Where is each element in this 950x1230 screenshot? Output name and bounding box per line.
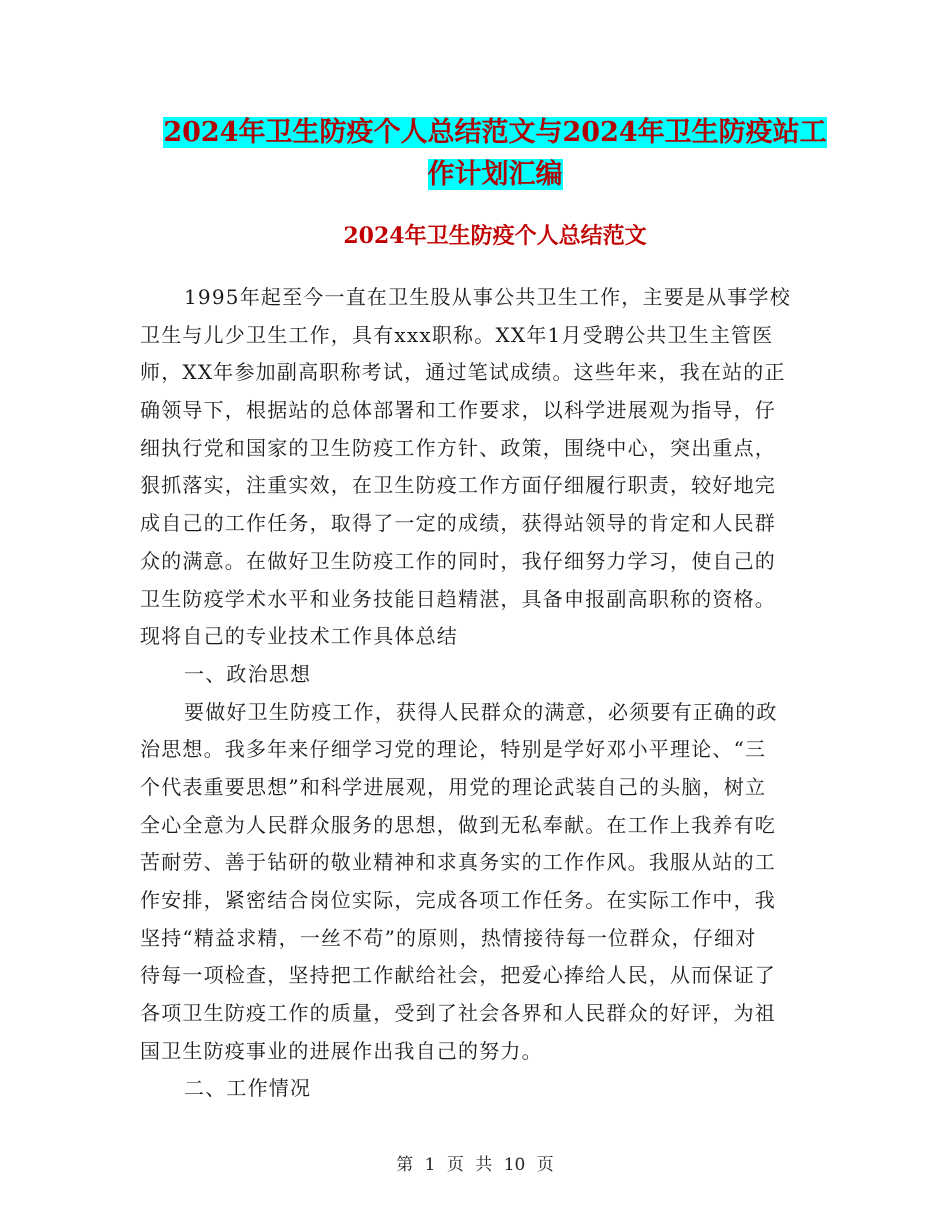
paragraph-line: 1995年起至今一直在卫生股从事公共卫生工作，主要是从事学校 [184,285,791,309]
paragraph-line: 确领导下，根据站的总体部署和工作要求，以科学进展观为指导，仔 [140,398,776,423]
page-number-footer: 第 1 页 共 10 页 [396,1155,554,1175]
section-title: 2024年卫生防疫个人总结范文 [343,223,647,249]
heading-politics: 一、政治思想 [184,661,312,686]
document-body [140,279,816,1108]
document-title-line-1 [140,110,850,156]
paragraph-line: 国卫生防疫事业的进展作出我自己的努力。 [140,1038,543,1063]
paragraph-line: 现将自己的专业技术工作具体总结 [140,624,458,649]
paragraph-line: 众的满意。在做好卫生防疫工作的同时，我仔细努力学习，使自己的 [140,548,776,573]
paragraph-line: 个代表重要思想”和科学进展观，用党的理论武装自己的头脑，树立 [140,774,767,799]
paragraph-line: 苦耐劳、善于钻研的敬业精神和求真务实的工作作风。我服从站的工 [140,850,776,875]
paragraph-line: 治思想。我多年来仔细学习党的理论，特别是学好邓小平理论、“三 [140,737,767,762]
paragraph-line: 要做好卫生防疫工作，获得人民群众的满意，必须要有正确的政 [184,699,778,724]
paragraph-line: 狠抓落实，注重实效，在卫生防疫工作方面仔细履行职责，较好地完 [140,473,776,498]
paragraph-line: 成自己的工作任务，取得了一定的成绩，获得站领导的肯定和人民群 [140,511,776,536]
paragraph-line: 坚持“精益求精，一丝不苟”的原则，热情接待每一位群众，仔细对 [140,925,757,950]
paragraph-line: 卫生防疫学术水平和业务技能日趋精湛，具备申报副高职称的资格。 [140,586,776,611]
heading-work: 二、工作情况 [184,1076,312,1101]
document-title-line-2 [140,152,850,198]
paragraph-line: 师，XX年参加副高职称考试，通过笔试成绩。这些年来，我在站的正 [140,360,786,385]
title-highlight: 2024年卫生防疫个人总结范文与2024年卫生防疫站工 [163,117,827,148]
paragraph-line: 细执行党和国家的卫生防疫工作方针、政策，围绕中心，突出重点， [140,435,776,460]
paragraph-line: 各项卫生防疫工作的质量，受到了社会各界和人民群众的好评，为祖 [140,1001,776,1026]
paragraph-line: 待每一项检查，坚持把工作献给社会，把爱心捧给人民，从而保证了 [140,963,776,988]
paragraph-line: 作安排，紧密结合岗位实际，完成各项工作任务。在实际工作中，我 [140,888,776,912]
title-highlight: 作计划汇编 [427,159,563,190]
paragraph-line: 全心全意为人民群众服务的思想，做到无私奉献。在工作上我养有吃 [140,812,776,837]
paragraph-line: 卫生与儿少卫生工作，具有xxx职称。XX年1月受聘公共卫生主管医 [140,322,774,347]
